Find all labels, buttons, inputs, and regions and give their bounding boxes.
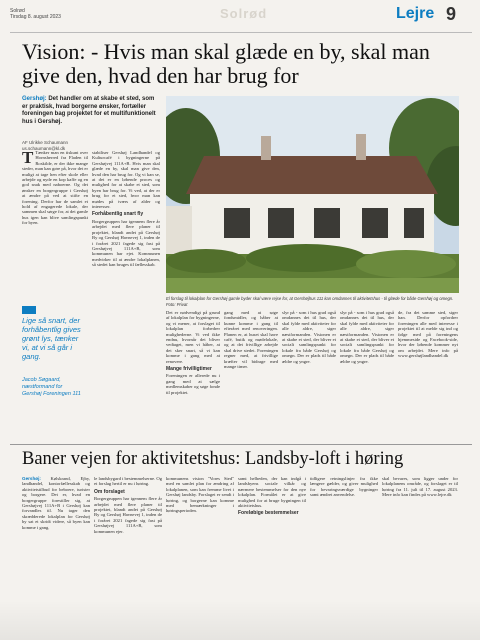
scan-shadow [0,600,480,640]
article-column-5 [282,310,336,440]
column-subheading: Om forslaget [94,488,125,495]
drop-cap: T [22,150,34,167]
column-text: stabiliser Gershøj Landhandel og Kulturcafé i bygningerne på Gershøjvej 111A+B. Hvis man skal glæde en by, skal man give den, hvad den har brug for. Og vi kan se, at det er en løbende proces og mulighed for at skabe et sted, som byen har brug for. Vi ved, at der er brug for et sted, hvor man kan mødes på tværs af alder og interesser. [92,150,160,210]
byline-email: us.schaumann@kl.dk [22,145,66,151]
article-2-kicker: Gershøj: [22,476,41,481]
pull-quote-attribution: Jacob Søgaard, næstformand for Gershøj Foreningen 111 [22,377,81,397]
column-text: Foreningen er allerede nu i gang med at sælge medlemskaber og søge fonde til projektet. [166,373,220,395]
column-text: slyr på - som i hus grad også omdannes det til hus, der skal fylde med aktiviteter for alle aldre, siger næstformanden. Visionen er at skabe et sted, der bliver et socialt samlingspunkt for lokale fra både Gershøj og omegn. Der er plads til både ældre og yngre. [340,310,394,364]
photo-caption: El forslag til lokalplan for Gershøj gamle byder skal være rejse for, at Gershøjhus 111 kan omdannes til aktivitetshus - til glæde for både Gershøj og omegn. Foto: Privat [166,296,454,307]
column-subheading: Foreløbige bestemmelser [238,510,299,517]
article-column-6 [340,310,394,440]
section-name: Lejre [396,5,435,22]
edition-info [10,8,61,20]
column-text: de, fra det samme sted, siger han. Derfor opfordrer foreningen alle med interesse i projektet til at melde sig ind og følge med på foreningens hjemmeside og Facebook-side, hvor der løbende kommer nyt om arbejdet. Mere info på www.gershøjlandhandel.dk [398,310,458,359]
column-text: Borgergruppen har igennem flere år arbejdet med flere planer til projektet, blandt andet på Gershøj By og Gershøj Havnevej 1, inden de i foråret 2021 fagede sig fast på Gershøjvej 111A+B, som kommunen har ejet. Kommunen medvirker til at ændre lokalplanen, så stedet kan bruges til fællesskab. [92,218,160,268]
article-lede [22,96,160,126]
article-column-1 [22,150,88,300]
column-subheading: Forhåbentlig snart fly [92,211,144,218]
edition-name: Solrød [10,8,25,14]
article-photo [166,96,459,293]
column-text: Borgergruppen har igennem flere år arbejdet med flere planer til projektet, blandt andet på Gershøj By og Gershøj Havnevej 1, inden de i foråret 2021 fagede sig fast på Gershøjvej 111A+B, som kommunen ejer. [94,496,162,534]
column-text: slyr på - som i hus grad også omdannes det til hus, der skal fylde med aktiviteter for alle aldre, siger næstformanden. Visionen er at skabe et sted, der bliver et socialt samlingspunkt for lokale fra både Gershøj og omegn. Der er plads til både ældre og yngre. [282,310,336,364]
page-number: 9 [446,4,457,24]
article-headline: Vision: - Hvis man skal glæde en by, skal man give den, hvad den har brug for [22,39,430,88]
article-divider [10,444,472,445]
column-text: Kølskrand, Ejby, landhandel, kontorfællesskab og aktivitetstilbud for beboere, turister og borgere. Det er, hvad en borgergruppe forestiller sig, at Gershøjvej 111A+B i Gershøj kan forvandles til. Nu tager den skrædderede lokalplan for Gershøj by sat et skridt videre, så byen kan komme i gang. [22,476,90,530]
ghost-through-text: Solrød [220,6,268,21]
masthead [10,2,472,33]
article-column-3 [166,310,220,440]
pull-quote: Lige så snart, der forhåbentlig gives grønt lys, tænker vi, at vi så går i gang. [22,316,81,361]
lede-kicker: Gershøj: [22,96,47,102]
article-column-2 [92,150,160,438]
column-text: skal bevares, som ligger under for lokalplanens område, og forslaget er til høring fra 11. juli til 17. august 2023. Mere info kan findes på www.lejre.dk [382,476,458,498]
article-column-4 [224,310,278,440]
quote-mark-icon [22,306,36,314]
column-text: le landsbygard i bestemmelserne. Og et forslag hertil er nu i høring. [94,476,162,487]
article-column-7 [398,310,458,440]
column-text: Det er nødvendigt på grund af lokalplan for bygningerne, og vi mener, at forslaget til lokalplan forbedrer mulighederne. Vi ved ikke endnu, hvornår det bliver vedtaget, men vi håber, at det sker snart, så vi kan komme i gang med at renovere. [166,310,220,364]
article-2-headline: Baner vejen for aktivitetshus: Landsby-loft i høring [22,449,404,469]
edition-date: Tirsdag 8. august 2023 [10,14,61,20]
column-subheading: Mange frivilligtimer [166,366,212,373]
byline-name: AF Ulrikke Schaumann [22,140,69,145]
column-text: kommunens vision "Vores Sted" med en samlet plan for ændring af lokalplanen, som kan fremme livet i Gershøj landsby. Forslaget er sendt i høring, og borgerne kan komme med bemærkninger i høringsperioden. [166,476,234,514]
column-text: tidligere retningslinjer fra ikke længere gælder, og giver mulighed for bevaringsværdige bygninger samt ændret anvendelse. [310,476,378,498]
house-photo [166,96,459,293]
column-text: Tænker man en tiskunt over Hornsherred fra Fladen til Roskilde, er der ikke mange steder, man kan gøre på, hvor det er muligt at tage hen efter skole eller arbejde og nyde en kop kaffe og en god snak med naboerne. Og det ønsker en borgergruppe i Gershøj at ændre på ved at stifte en forening. Derfor har de samlet et hold af engagerede lokale, der sammen skal sørge for, at det gamle hus igen kan blive samlingspunkt for byen. [22,150,88,226]
column-text: samt helheden, der kan indgå i landsbyens sociale vilkår og nærmere bestemmelser for den nye lokalplan. Formålet er at give mulighed for at bruge bygningen til aktivitetshus. [238,476,306,509]
lede-text: Det handler om at skabe et sted, som er praktisk, hvad borgerne ønsker, fortæller foreningen bag projektet for et multifunktionelt hus i Gershøj. [22,96,156,125]
column-text: gang med at søge fondsmidler, og håber at kunne komme i gang til efteråret med renoveringen. Planen er, at huset skal have café, butik og mødelokale, og at det frivillige arbejde skal drive stedet. Foreningen regner med, at frivillige kræfter vil bidrage med mange timer. [224,310,278,370]
